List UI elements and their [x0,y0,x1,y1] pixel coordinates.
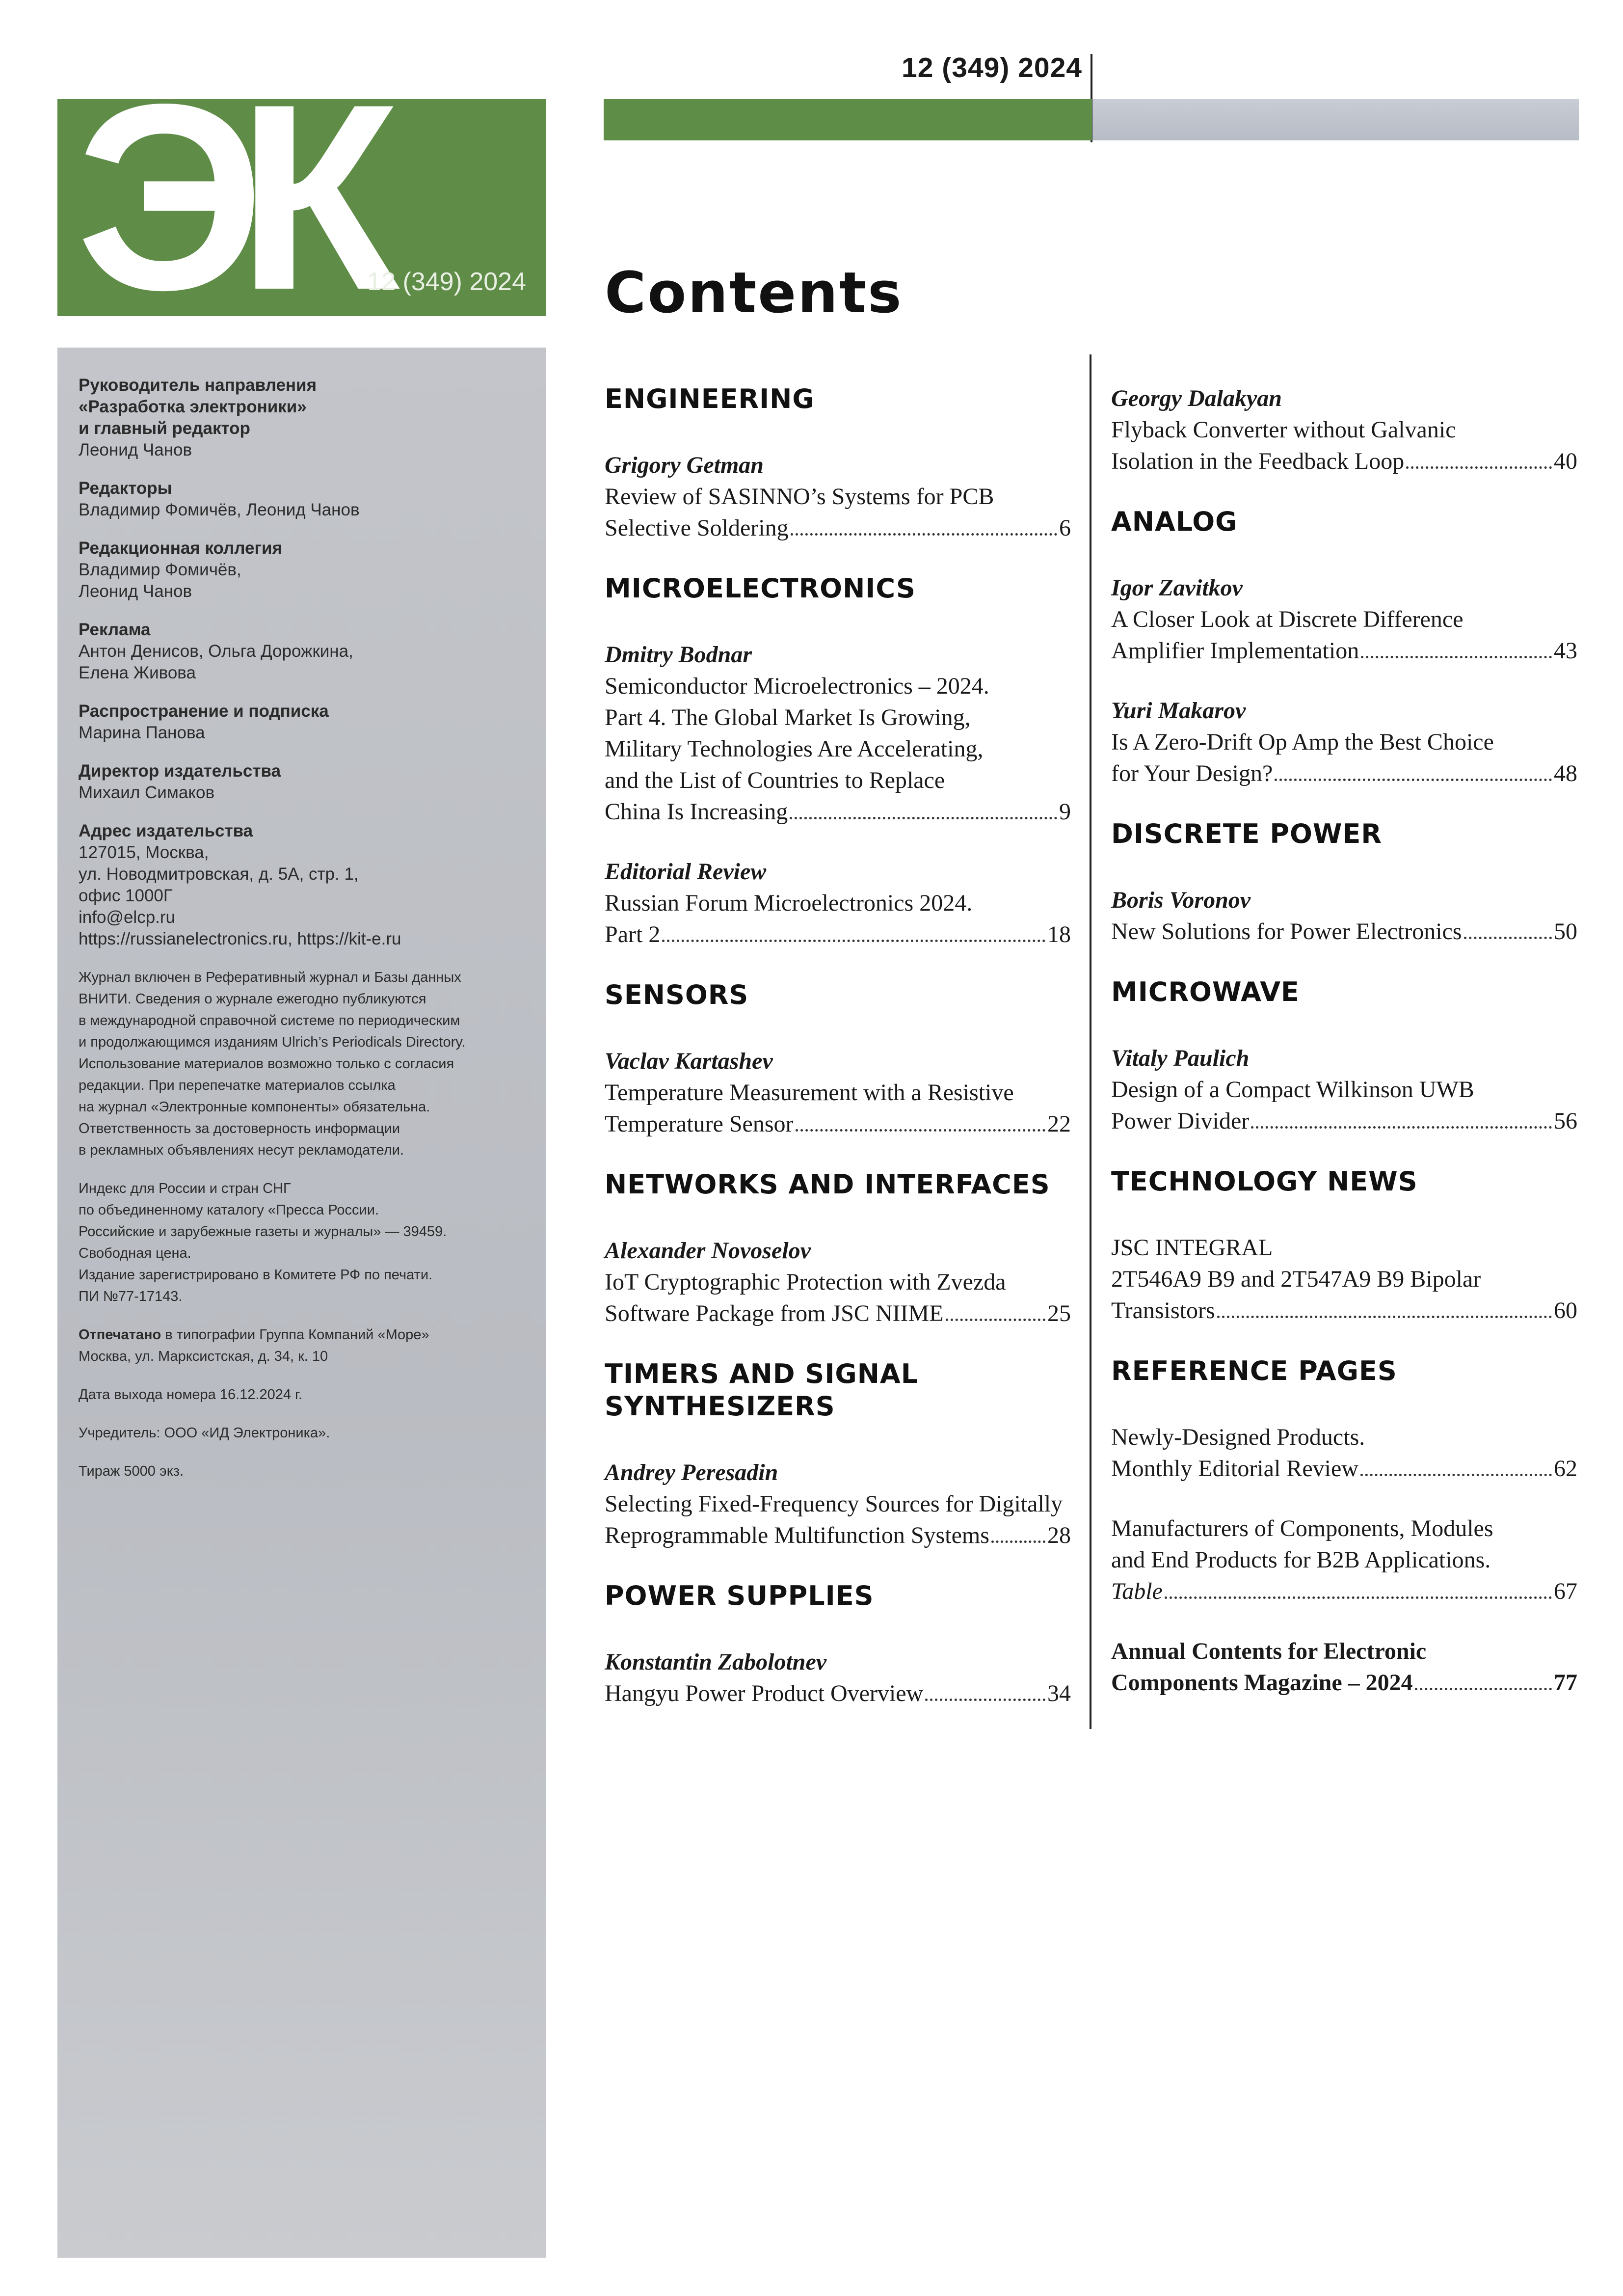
header-green-bar [604,99,1092,140]
imprint-block [79,478,535,521]
imprint-block [79,820,535,950]
entry-last-line [1111,1106,1577,1137]
dot-leader [1251,1126,1552,1129]
page-number: 77 [1554,1670,1577,1696]
page-number: 34 [1047,1680,1071,1706]
contents-entry [1111,1636,1577,1699]
dot-leader [662,940,1045,942]
imprint-heading: и главный редактор [79,419,250,438]
entry-title-end: Reprogrammable Multifunction Systems [605,1522,989,1548]
imprint-line: офис 1000Г [79,886,173,905]
imprint-note-text: Свободная цена. [79,1245,191,1261]
imprint-heading: «Разработка электроники» [79,397,307,416]
contents-entry [605,450,1071,544]
imprint-note-line [79,1139,535,1161]
entry-title-line: Review of SASINNO’s Systems for PCB [605,484,994,510]
page-number: 48 [1554,760,1577,786]
imprint-note-text: Дата выхода номера 16.12.2024 г. [79,1387,303,1403]
dot-leader [790,817,1057,819]
header-gray-bar [1092,99,1579,140]
imprint-block [79,701,535,744]
imprint-block [79,760,535,804]
entry-author: Vitaly Paulich [1111,1045,1250,1071]
section-heading [605,1358,1071,1423]
entry-last-line [605,1520,1071,1551]
imprint-note-text: ПИ №77-17143. [79,1289,183,1304]
entry-title-line: A Closer Look at Discrete Difference [1111,606,1463,632]
entry-last-line [1111,1576,1577,1607]
entry-last-line [1111,1667,1577,1699]
page-number: 60 [1554,1297,1577,1324]
imprint-block [79,375,535,461]
section-heading-line: SYNTHESIZERS [605,1391,835,1422]
imprint-note-line [79,1221,535,1243]
imprint-line: Леонид Чанов [79,582,192,601]
contents-entry [605,1457,1071,1551]
entry-author: Vaclav Kartashev [605,1048,773,1074]
imprint-note-text: в типографии Группа Компаний «Море» [161,1327,429,1343]
imprint-note-line [79,967,535,988]
entry-title-end: Transistors [1111,1297,1215,1324]
imprint-note-line [79,1178,535,1199]
entry-title-end: Temperature Sensor [605,1111,794,1137]
imprint-text [79,375,535,1499]
entry-author: Boris Voronov [1111,887,1251,913]
imprint-note-text: по объединенному каталогу «Пресса России. [79,1202,379,1218]
imprint-block [79,619,535,684]
entry-last-line [1111,446,1577,477]
entry-title-end: Components Magazine – 2024 [1111,1670,1413,1696]
contents-entry [605,1046,1071,1140]
imprint-line: https://russianelectronics.ru, https://kit-e.ru [79,929,401,948]
imprint-note-line [79,1199,535,1221]
dot-leader [1217,1316,1552,1318]
entry-title-line: Design of a Compact Wilkinson UWB [1111,1077,1474,1103]
entry-last-line [605,1108,1071,1140]
imprint-note-text: ВНИТИ. Сведения о журнале ежегодно публикуются [79,991,426,1007]
entry-title-end: Isolation in the Feedback Loop [1111,448,1405,474]
section-heading: POWER SUPPLIES [605,1580,874,1611]
imprint-note-text: Учредитель: ООО «ИД Электроника». [79,1425,330,1441]
entry-title-line: Newly-Designed Products. [1111,1424,1365,1450]
entry-title-line: Selecting Fixed-Frequency Sources for Digitally [605,1491,1063,1517]
imprint-line: Леонид Чанов [79,440,192,459]
magazine-logo [57,99,546,316]
page-number: 56 [1554,1108,1577,1134]
entry-author: Alexander Novoselov [605,1238,811,1264]
page-number: 28 [1047,1522,1071,1548]
imprint-sidebar [57,348,546,2258]
imprint-note-text: Журнал включен в Реферативный журнал и Базы данных [79,970,461,985]
imprint-line: Владимир Фомичёв, Леонид Чанов [79,500,360,519]
entry-author: Georgy Dalakyan [1111,385,1282,411]
entry-title-end: New Solutions for Power Electronics [1111,918,1462,945]
page-number: 9 [1059,799,1071,825]
entry-last-line [1111,916,1577,947]
dot-leader [946,1319,1045,1321]
entry-title-line: Annual Contents for Electronic [1111,1638,1427,1664]
contents-entry [1111,695,1577,789]
page-number: 40 [1554,448,1577,474]
contents-column-right [1111,383,1577,1727]
imprint-note-line [79,1096,535,1118]
imprint-note-text: Ответственность за достоверность информации [79,1121,400,1136]
entry-title-end: for Your Design? [1111,760,1273,786]
imprint-note [79,1324,535,1367]
imprint-line: info@elcp.ru [79,908,176,927]
entry-last-line [1111,1295,1577,1326]
imprint-note-line [79,1384,535,1405]
entry-title-end: Amplifier Implementation [1111,638,1359,664]
imprint-note-text: на журнал «Электронные компоненты» обязательна. [79,1099,430,1115]
imprint-bold-lead: Отпечатано [79,1327,161,1343]
imprint-note-text: Индекс для России и стран СНГ [79,1181,291,1196]
imprint-note-text: редакции. При перепечатке материалов ссылка [79,1078,396,1093]
page-number: 67 [1554,1578,1577,1604]
contents-entry [605,1235,1071,1329]
contents-entry [605,639,1071,828]
imprint-note-text: Издание зарегистрировано в Комитете РФ по печати. [79,1267,433,1283]
section-heading: REFERENCE PAGES [1111,1355,1397,1386]
entry-last-line [605,513,1071,544]
entry-title-end: Power Divider [1111,1108,1250,1134]
entry-last-line [605,1678,1071,1709]
section-heading: TECHNOLOGY NEWS [1111,1166,1418,1197]
dot-leader [791,533,1057,536]
imprint-note-line [79,1031,535,1053]
contents-entry [1111,1513,1577,1607]
imprint-note-line [79,1053,535,1075]
dot-leader [1360,1474,1552,1476]
imprint-heading: Распространение и подписка [79,702,329,721]
entry-title-line: and the List of Countries to Replace [605,767,945,793]
entry-title-line: Russian Forum Microelectronics 2024. [605,890,973,916]
section-heading-line: TIMERS AND SIGNAL [605,1358,919,1389]
page-number: 6 [1059,515,1071,541]
entry-title-end: Part 2 [605,921,661,947]
imprint-note [79,1460,535,1482]
imprint-line: Антон Денисов, Ольга Дорожкина, [79,642,353,661]
entry-author: Dmitry Bodnar [605,642,752,668]
imprint-note-line [79,988,535,1010]
entry-title-line: and End Products for B2B Applications. [1111,1547,1491,1573]
dot-leader [991,1540,1045,1543]
entry-last-line [1111,635,1577,667]
entry-last-line [605,919,1071,950]
imprint-note-line [79,1460,535,1482]
page-number: 50 [1554,918,1577,945]
section-heading: NETWORKS AND INTERFACES [605,1169,1050,1200]
entry-title-line: Manufacturers of Components, Modules [1111,1515,1493,1541]
dot-leader [1275,779,1552,781]
section-heading: DISCRETE POWER [1111,818,1382,849]
page-number: 25 [1047,1300,1071,1326]
contents-column-left [605,383,1071,1738]
dot-leader [1361,656,1552,658]
imprint-note-text: в международной справочной системе по периодическим [79,1013,460,1028]
page-number: 62 [1554,1456,1577,1482]
imprint-note-line [79,1422,535,1444]
entry-title-line: Part 4. The Global Market Is Growing, [605,704,971,730]
entry-title-line: Temperature Measurement with a Resistive [605,1080,1014,1106]
imprint-line: ул. Новодмитровская, д. 5А, стр. 1, [79,864,359,884]
imprint-note-text: Российские и зарубежные газеты и журналы» — 39459. [79,1224,447,1240]
imprint-note [79,1178,535,1307]
imprint-note-line [79,1346,535,1367]
contents-entry [1111,1422,1577,1485]
imprint-line: Владимир Фомичёв, [79,560,241,579]
imprint-note-text: Тираж 5000 экз. [79,1463,184,1479]
entry-author: Igor Zavitkov [1111,575,1243,601]
imprint-block [79,538,535,602]
issue-number: 12 (349) 2024 [902,52,1082,83]
dot-leader [925,1699,1045,1701]
contents-entry [1111,885,1577,947]
page-number: 18 [1047,921,1071,947]
section-heading: MICROWAVE [1111,976,1300,1007]
entry-last-line [1111,758,1577,789]
imprint-note-line [79,1286,535,1307]
imprint-heading: Редакционная коллегия [79,539,282,558]
imprint-note-text: Использование материалов возможно только с согласия [79,1056,454,1072]
imprint-note-line [79,1075,535,1096]
section-heading: ENGINEERING [605,383,815,414]
imprint-line: Михаил Симаков [79,783,215,802]
section-heading: MICROELECTRONICS [605,573,916,604]
imprint-heading: Руководитель направления [79,376,317,395]
entry-title-end: Table [1111,1578,1163,1604]
imprint-note [79,967,535,1161]
dot-leader [1464,937,1552,939]
entry-author: Andrey Peresadin [605,1459,778,1486]
dot-leader [1415,1688,1552,1690]
entry-title-line: 2T546A9 B9 and 2T547A9 B9 Bipolar [1111,1266,1481,1292]
entry-title-end: China Is Increasing [605,799,788,825]
imprint-note-line [79,1324,535,1346]
imprint-note-line [79,1010,535,1031]
imprint-note-text: и продолжающимся изданиям Ulrich’s Periodicals Directory. [79,1034,466,1050]
entry-title-line: Military Technologies Are Accelerating, [605,736,984,762]
logo-issue-number: 12 (349) 2024 [367,268,526,296]
contents-entry [1111,383,1577,477]
entry-author: Konstantin Zabolotnev [605,1649,827,1675]
imprint-note-line [79,1118,535,1139]
imprint-note-text: в рекламных объявлениях несут рекламодатели. [79,1142,404,1158]
imprint-line: Марина Панова [79,723,205,742]
entry-title-end: Hangyu Power Product Overview [605,1680,924,1706]
contents-entry [1111,1232,1577,1326]
entry-title-line: Flyback Converter without Galvanic [1111,417,1456,443]
imprint-note [79,1384,535,1405]
imprint-heading: Адрес издательства [79,821,253,840]
section-heading: SENSORS [605,979,749,1010]
page-number: 43 [1554,638,1577,664]
page-title: Contents [605,260,903,326]
contents-entry [605,1647,1071,1709]
entry-title-end: Software Package from JSC NIIME [605,1300,944,1326]
imprint-note-text: Москва, ул. Марксистская, д. 34, к. 10 [79,1349,328,1364]
entry-author: Grigory Getman [605,452,764,478]
imprint-line: Елена Живова [79,663,196,682]
imprint-heading: Директор издательства [79,761,281,781]
entry-last-line [1111,1453,1577,1485]
imprint-note [79,1422,535,1444]
imprint-note-line [79,1243,535,1264]
column-divider [1090,354,1091,1729]
imprint-heading: Редакторы [79,479,172,498]
contents-entry [1111,1043,1577,1137]
entry-last-line [605,1298,1071,1329]
entry-last-line [605,796,1071,828]
page-number: 22 [1047,1111,1071,1137]
contents-entry [1111,572,1577,667]
dot-leader [1165,1596,1552,1599]
entry-author: Editorial Review [605,859,767,885]
imprint-note-line [79,1264,535,1286]
section-heading: ANALOG [1111,506,1238,537]
imprint-heading: Реклама [79,620,151,639]
entry-title-line: Semiconductor Microelectronics – 2024. [605,673,989,699]
entry-title-end: Selective Soldering [605,515,789,541]
dot-leader [796,1129,1046,1132]
contents-entry [605,856,1071,950]
dot-leader [1406,466,1552,469]
entry-title-line: IoT Cryptographic Protection with Zvezda [605,1269,1006,1295]
logo-mark: ЭК [76,99,372,316]
entry-title-line: Is A Zero-Drift Op Amp the Best Choice [1111,729,1494,755]
entry-title-end: Monthly Editorial Review [1111,1456,1358,1482]
entry-author: Yuri Makarov [1111,698,1246,724]
entry-title-line: JSC INTEGRAL [1111,1235,1273,1261]
imprint-line: 127015, Москва, [79,843,209,862]
